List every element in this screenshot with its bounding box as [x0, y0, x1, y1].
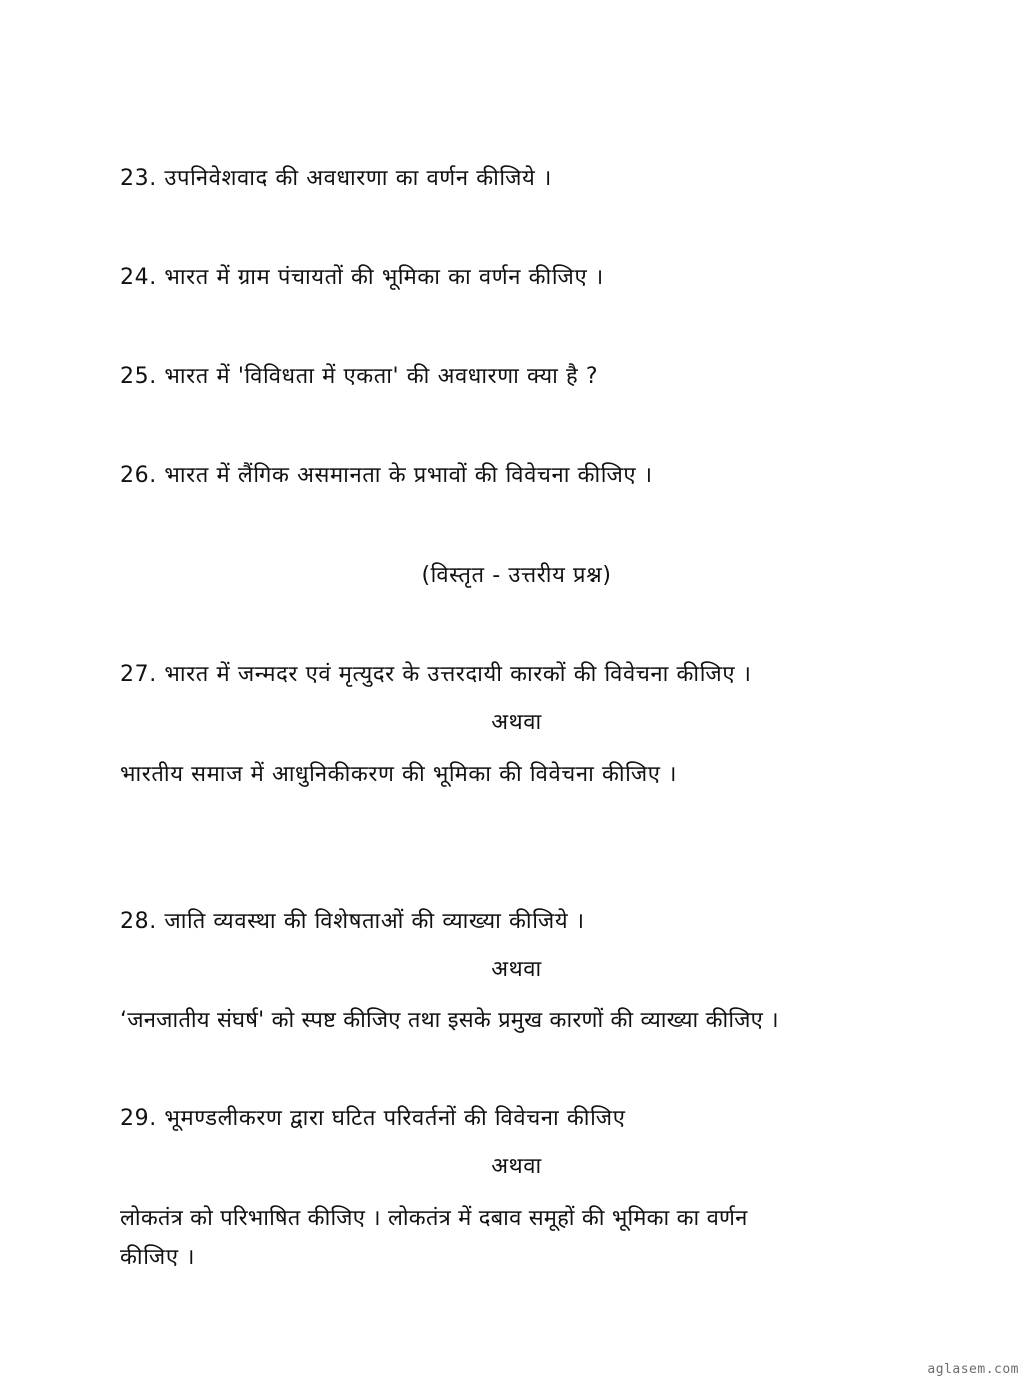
question-29-alternative-line-2: कीजिए । [120, 1245, 196, 1270]
question-29-alternative-line-1: लोकतंत्र को परिभाषित कीजिए । लोकतंत्र में दबाव समूहों की भूमिका का वर्णन [120, 1206, 748, 1231]
question-28: 28. जाति व्यवस्था की विशेषताओं की व्याख्या कीजिये । [120, 909, 585, 934]
question-28-or: अथवा [491, 957, 542, 982]
question-28-alternative: ‘जनजातीय संघर्ष' को स्पष्ट कीजिए तथा इसके प्रमुख कारणों की व्याख्या कीजिए । [120, 1008, 779, 1033]
question-27-or: अथवा [491, 710, 542, 735]
question-26: 26. भारत में लैंगिक असमानता के प्रभावों की विवेचना कीजिए । [120, 463, 653, 488]
section-heading: (विस्तृत - उत्तरीय प्रश्न) [421, 563, 612, 588]
question-29: 29. भूमण्डलीकरण द्वारा घटित परिवर्तनों की विवेचना कीजिए [120, 1106, 626, 1131]
question-29-or: अथवा [491, 1154, 542, 1179]
question-27: 27. भारत में जन्मदर एवं मृत्युदर के उत्तरदायी कारकों की विवेचना कीजिए । [120, 662, 752, 687]
question-23: 23. उपनिवेशवाद की अवधारणा का वर्णन कीजिये । [120, 166, 552, 191]
question-25: 25. भारत में 'विविधता में एकता' की अवधारणा क्या है ? [120, 364, 599, 389]
watermark: aglasem.com [927, 1362, 1019, 1377]
question-24: 24. भारत में ग्राम पंचायतों की भूमिका का वर्णन कीजिए । [120, 265, 604, 290]
question-27-alternative: भारतीय समाज में आधुनिकीकरण की भूमिका की विवेचना कीजिए । [120, 762, 678, 787]
